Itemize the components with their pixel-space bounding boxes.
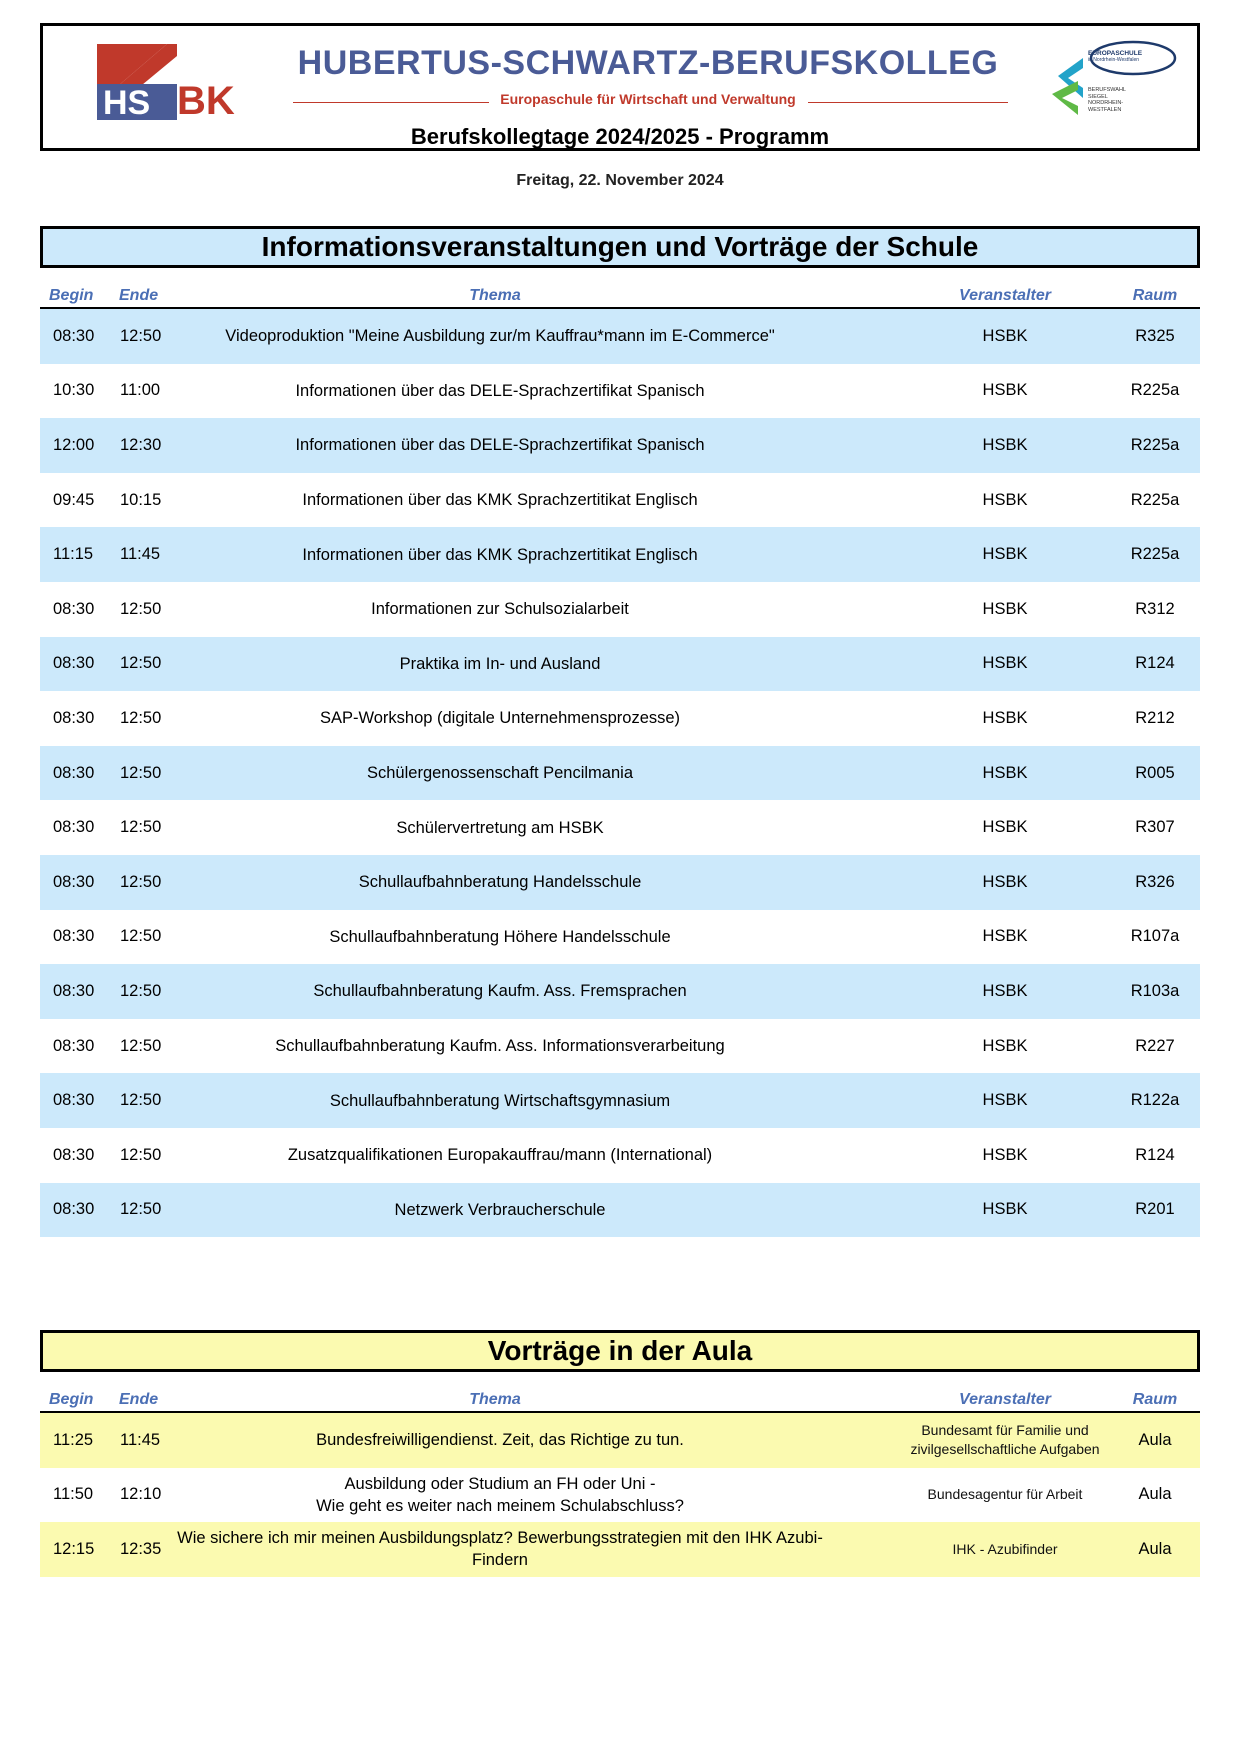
cell-ende: 12:35 [120,1539,162,1558]
cell-ende: 12:50 [120,1091,162,1110]
cell-raum: R201 [1135,1200,1175,1219]
cell-raum: R005 [1135,763,1175,782]
cell-raum: R225a [1130,490,1180,509]
cell-thema: Schullaufbahnberatung Kaufm. Ass. Fremsprachen [313,982,687,1001]
table-row [40,1073,1200,1128]
col-ende: Ende [119,287,159,304]
cell-veranstalter: HSBK [982,981,1028,1000]
col-veranstalter: Veranstalter [959,1391,1051,1408]
cell-thema: Informationen über das KMK Sprachzertitikat Englisch [302,545,698,564]
cell-thema: Schullaufbahnberatung Höhere Handelsschule [329,927,671,946]
cell-begin: 10:30 [53,381,95,400]
cell-veranstalter: HSBK [982,490,1028,509]
logo-text-bk: BK [177,79,235,120]
col-begin: Begin [49,287,94,304]
table-row [40,637,1200,692]
cell-thema: Informationen über das DELE-Sprachzertifikat Spanisch [295,381,705,400]
cell-begin: 08:30 [53,1145,95,1164]
table-row [40,1413,1200,1468]
cell-ende: 12:50 [120,872,162,891]
cell-ende: 10:15 [120,490,162,509]
cell-begin: 08:30 [53,654,95,673]
cell-raum: R225a [1130,435,1180,454]
event-date: Freitag, 22. November 2024 [516,172,724,189]
cell-veranstalter: HSBK [982,1036,1028,1055]
school-name: HUBERTUS-SCHWARTZ-BERUFSKOLLEG [297,44,999,82]
cell-begin: 08:30 [53,981,95,1000]
cell-thema: Schullaufbahnberatung Handelsschule [358,873,642,892]
cell-raum: R225a [1130,545,1180,564]
cell-begin: 08:30 [53,872,95,891]
cell-veranstalter: HSBK [982,1145,1028,1164]
cell-thema: Wie sichere ich mir meinen Ausbildungsplatz? Bewerbungsstrategien mit den IHK Azubi- Findern [177,1529,823,1570]
cell-veranstalter: HSBK [982,818,1028,837]
hsbk-logo [97,44,247,120]
cell-thema: Netzwerk Verbraucherschule [394,1200,606,1219]
cell-raum: R103a [1130,981,1180,1000]
cell-begin: 08:30 [53,818,95,837]
cell-begin: 08:30 [53,927,95,946]
cell-begin: 12:00 [53,435,95,454]
school-subtitle: Europaschule für Wirtschaft und Verwaltung [258,91,1038,107]
program-title: Berufskollegtage 2024/2025 - Programm [410,124,830,149]
cell-veranstalter: HSBK [982,654,1028,673]
cell-raum: R122a [1130,1091,1180,1110]
cell-raum: R227 [1135,1036,1175,1055]
cell-begin: 08:30 [53,1036,95,1055]
cell-veranstalter: IHK - Azubifinder [952,1540,1058,1557]
cell-begin: 11:25 [53,1430,94,1449]
cell-thema: Schülergenossenschaft Pencilmania [367,764,633,783]
cell-veranstalter: HSBK [982,1200,1028,1219]
cell-ende: 12:50 [120,326,162,345]
cell-thema: Praktika im In- und Ausland [399,654,601,673]
cell-begin: 08:30 [53,763,95,782]
table-row [40,527,1200,582]
cell-raum: R312 [1135,599,1175,618]
table-row [40,1128,1200,1183]
cell-ende: 12:50 [120,818,162,837]
cell-raum: Aula [1138,1485,1172,1504]
cell-veranstalter: HSBK [982,927,1028,946]
cell-thema: Informationen über das DELE-Sprachzertifikat Spanisch [295,436,705,455]
cell-ende: 12:50 [120,599,162,618]
cell-veranstalter: HSBK [982,599,1028,618]
cell-ende: 12:50 [120,981,162,1000]
cell-thema: Bundesfreiwilligendienst. Zeit, das Richtige zu tun. [316,1431,684,1450]
table-row [40,418,1200,473]
cell-thema: Schullaufbahnberatung Kaufm. Ass. Informationsverarbeitung [275,1037,725,1056]
cell-ende: 12:10 [120,1485,162,1504]
cell-veranstalter: HSBK [982,763,1028,782]
cell-begin: 08:30 [53,326,95,345]
cell-ende: 11:45 [120,545,161,564]
table-row [40,691,1200,746]
column-header-school [40,285,1200,309]
cell-begin: 11:15 [53,545,94,564]
aula-events-table [40,1413,1200,1577]
cell-ende: 12:50 [120,654,162,673]
cell-thema: Informationen über das KMK Sprachzertitikat Englisch [302,491,698,510]
cell-ende: 11:45 [120,1430,161,1449]
europaschule-title: EUROPASCHULE in Nordrhein-Westfalen [1088,50,1143,63]
cell-veranstalter: Bundesagentur für Arbeit [927,1486,1083,1503]
cell-begin: 08:30 [53,1200,95,1219]
header-box [40,23,1200,151]
cell-veranstalter: HSBK [982,1091,1028,1110]
column-header-aula [40,1389,1200,1413]
logo-text-hs: HS [103,84,151,120]
section-title-school: Informationsveranstaltungen und Vorträge der Schule [40,226,1200,268]
cell-raum: Aula [1138,1430,1172,1449]
table-row [40,964,1200,1019]
table-row [40,1468,1200,1523]
cell-ende: 12:50 [120,1036,162,1055]
cell-raum: R124 [1135,654,1175,673]
cell-raum: R225a [1130,381,1180,400]
cell-ende: 12:50 [120,1200,162,1219]
cell-raum: R107a [1130,927,1180,946]
cell-begin: 09:45 [53,490,95,509]
col-begin: Begin [49,1391,94,1408]
table-row [40,746,1200,801]
col-thema: Thema [469,287,521,304]
cell-veranstalter: HSBK [982,435,1028,454]
cell-veranstalter: HSBK [982,545,1028,564]
table-row [40,1522,1200,1577]
col-thema: Thema [469,1391,521,1408]
cell-veranstalter: Bundesamt für Familie und zivilgesellschaftliche Aufgaben [910,1422,1100,1458]
cell-veranstalter: HSBK [982,326,1028,345]
cell-ende: 12:50 [120,708,162,727]
col-raum: Raum [1132,287,1178,304]
cell-raum: Aula [1138,1539,1172,1558]
table-row [40,582,1200,637]
table-row [40,1019,1200,1074]
cell-thema: Schülervertretung am HSBK [396,818,604,837]
cell-raum: R307 [1135,818,1175,837]
cell-thema: Ausbildung oder Studium an FH oder Uni - Wie geht es weiter nach meinem Schulabschluss? [316,1474,684,1515]
cell-begin: 12:15 [53,1539,95,1558]
cell-raum: R212 [1135,708,1175,727]
table-row [40,364,1200,419]
cell-thema: Zusatzqualifikationen Europakauffrau/mann (International) [287,1146,713,1165]
cell-begin: 08:30 [53,1091,95,1110]
col-veranstalter: Veranstalter [959,287,1051,304]
table-row [40,800,1200,855]
cell-veranstalter: HSBK [982,872,1028,891]
table-row [40,855,1200,910]
cell-thema: Informationen zur Schulsozialarbeit [371,600,629,619]
table-row [40,1183,1200,1238]
table-row [40,473,1200,528]
col-ende: Ende [119,1391,159,1408]
cell-ende: 12:30 [120,435,162,454]
section-title-aula: Vorträge in der Aula [40,1330,1200,1372]
cell-ende: 12:50 [120,1145,162,1164]
cell-raum: R326 [1135,872,1175,891]
cell-veranstalter: HSBK [982,381,1028,400]
cell-ende: 11:00 [120,381,161,400]
cell-ende: 12:50 [120,763,162,782]
school-events-table [40,309,1200,1237]
col-raum: Raum [1132,1391,1178,1408]
cell-ende: 12:50 [120,927,162,946]
cell-raum: R325 [1135,326,1175,345]
cell-begin: 08:30 [53,599,95,618]
table-row [40,309,1200,364]
cell-raum: R124 [1135,1145,1175,1164]
cell-thema: SAP-Workshop (digitale Unternehmensprozesse) [319,709,681,728]
cell-thema: Videoproduktion "Meine Ausbildung zur/m Kauffrau*mann im E-Commerce" [225,327,775,346]
berufswahl-siegel: BERUFSWAHL SIEGEL NORDRHEIN- WESTFALEN [1088,87,1126,113]
cell-thema: Schullaufbahnberatung Wirtschaftsgymnasium [329,1091,671,1110]
cell-begin: 11:50 [53,1485,94,1504]
cell-begin: 08:30 [53,708,95,727]
table-row [40,910,1200,965]
cell-veranstalter: HSBK [982,708,1028,727]
